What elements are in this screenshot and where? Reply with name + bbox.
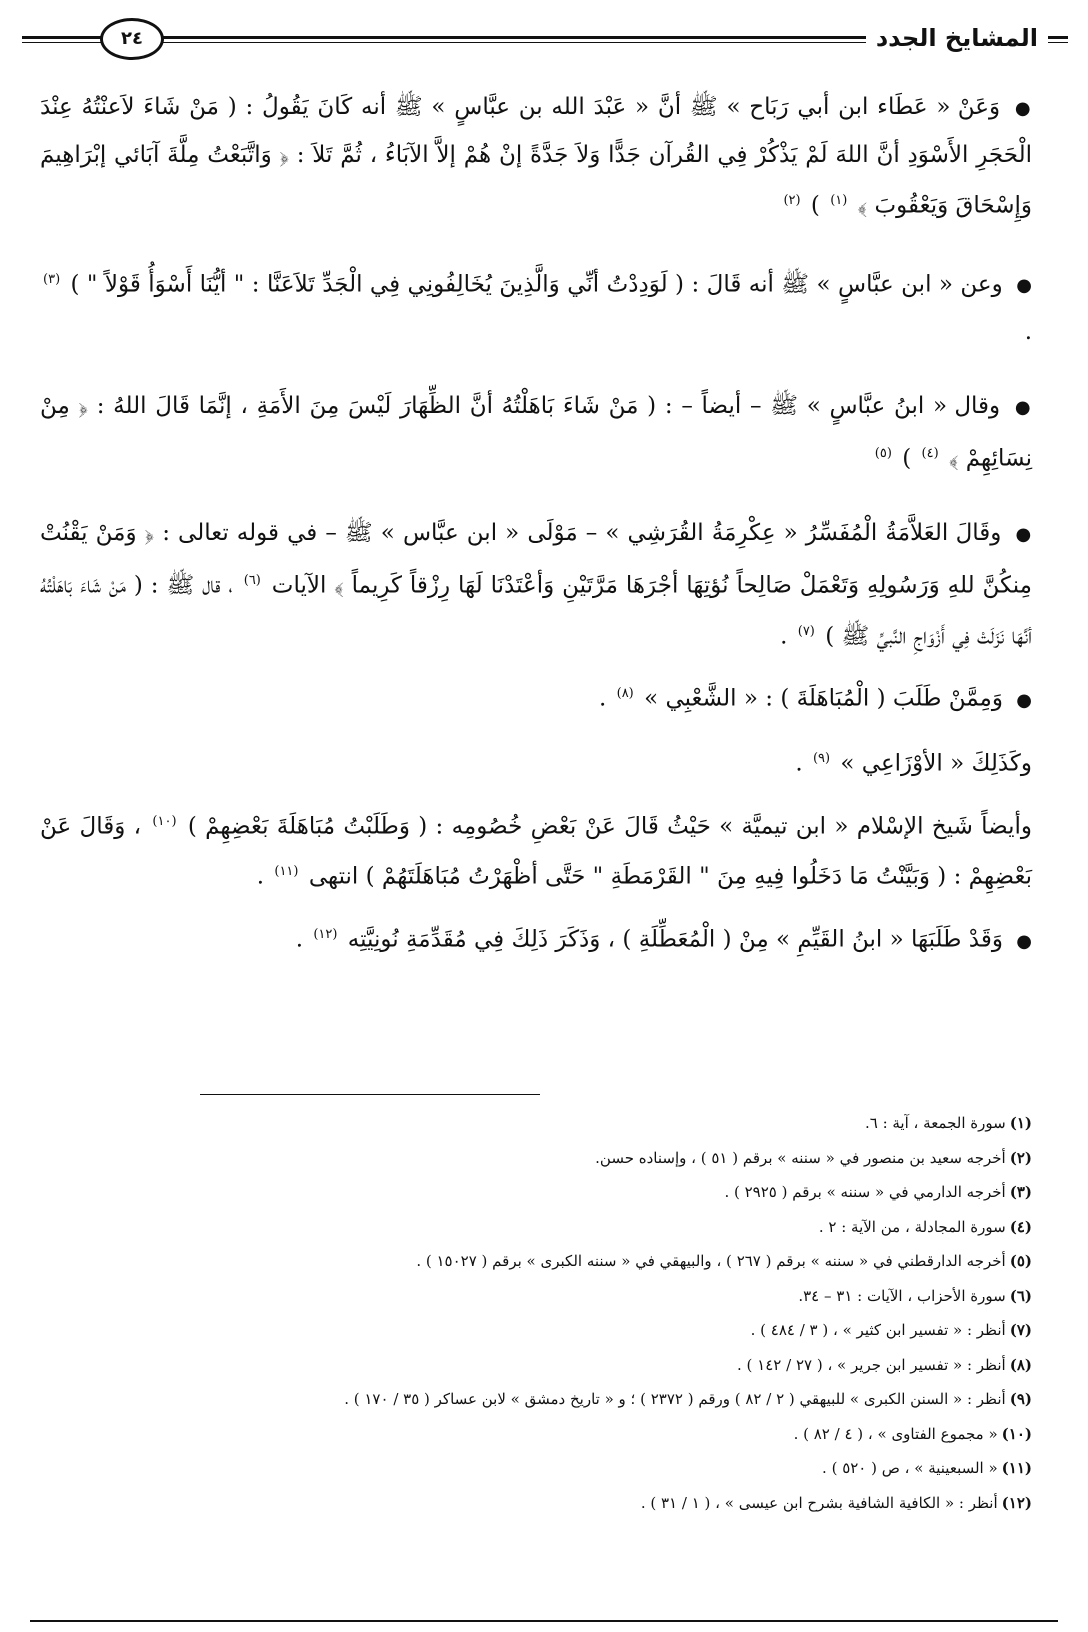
footnotes-list: [40, 1106, 1032, 1520]
bullet-icon: ●: [1014, 397, 1032, 419]
footnote-separator: [200, 1094, 540, 1095]
footnote-ref[interactable]: (١٠): [152, 813, 177, 829]
footnote-ref[interactable]: (٨): [616, 686, 634, 702]
footnote-ref[interactable]: (٢): [783, 193, 801, 208]
footnote-ref[interactable]: (١١): [274, 864, 299, 880]
page-title: المشايخ الجدد: [866, 18, 1048, 58]
bullet-icon: ●: [1014, 98, 1032, 119]
footnote-item: (٢)أخرجه سعيد بن منصور في « سننه » برقم ( ٥١ ) ، وإسناده حسن.: [595, 1148, 1032, 1167]
footnote-ref[interactable]: (٤): [921, 446, 939, 462]
footnote-ref[interactable]: (٧): [797, 623, 815, 639]
paragraph-ibn-qayyim: ● وَقَدْ طَلَبَهَا « ابنُ القَيِّمِ » مِنْ ( الْمُعَطِّلَةِ ) ، وَذَكَرَ ذَلِكَ فِي مُقَدِّمَةِ نُونِيَّتِه $^{(١٢)}$ .: [295, 926, 1032, 953]
paragraph-ikrima: ● وقَالَ العَلاَّمَةُ الْمُفَسِّرُ « عِكْرِمَةُ القُرَشِي » – مَوْلَى « ابن عبَّاس » ﷺ – في قوله تعالى : ﴿ وَمَنْ يَقْنُتْ مِنكُنَّ للهِ وَرَسُولِهِ وَتَعْمَلْ صَالِحاً نُؤتِهَا أجْرَهَا مَرَّتَيْنِ وَأعْتَدْنَا لَهَا رِزْقاً كَرِيماً ﴾ الآيات $^{(٦)}$ ، قال ﷺ : ( مَنْ شَاءَ بَاهَلْتُهُ أنَّهَا نَزَلَتْ فِي أَزْوَاجِ النَّبيِّ ﷺ ) $^{(٧)}$ .: [40, 519, 1033, 650]
paragraph-ibn-taymiyya: وأيضاً شَيخ الإسْلام « ابن تيميَّة » حَيْثُ قَالَ عَنْ بَعْضِ خُصُومِه : ( وَطَلَبْتُ مُبَاهَلَةَ بَعْضِهِمْ ) $^{(١٠)}$ ، وَقَالَ عَنْ بَعْضِهِمْ : ( وَبَيَّنْتُ مَا دَخَلُوا فِيهِ مِنَ " القَرْمَطَةِ " حَتَّى أظْهَرْتُ مُبَاهَلَتَهُمْ ) انتهى $^{(١١)}$ .: [40, 813, 1033, 890]
paragraph-ibn-abbas-1: ● وعن « ابن عبَّاسٍ » ﷺ أنه قَالَ : ( لَوَدِدْتُ أنِّي وَالَّذِينَ يُخَالِفُونِي فِي الْجَدِّ تَلاَعَنَّا : " أيُّنَا أَسْوَأُ قَوْلاً " ) $^{(٣)}$ .: [43, 271, 1033, 346]
main-text: [40, 84, 1032, 965]
footnote-item: (٤)سورة المجادلة ، من الآية : ٢ .: [818, 1217, 1032, 1236]
footnote-item: (٩)أنظر : « السنن الكبرى » للبيهقي ( ٢ / ٨٢ ) ورقم ( ٢٣٧٢ ) ؛ و « تاريخ دمشق » لابن عساكر ( ٣٥ / ١٧٠ ) .: [344, 1390, 1032, 1408]
footnote-item: (١١)« السبعينية » ، ص ( ٥٢٠ ) .: [822, 1459, 1032, 1477]
footnote-ref[interactable]: (٦): [243, 572, 261, 588]
paragraph-shabi: ● وَمِمَّنْ طَلَبَ ( الْمُبَاهَلَةَ ) : « الشَّعْبِي » $^{(٨)}$ .: [598, 685, 1032, 712]
footnote-item: (٣)أخرجه الدارمي في « سننه » برقم ( ٢٩٢٥ ) .: [724, 1183, 1032, 1201]
footnote-item: (٥)أخرجه الدارقطني في « سننه » برقم ( ٢٦٧ ) ، والبيهقي في « سننه الكبرى » برقم ( ١٥٠٢٧ ) .: [416, 1252, 1032, 1270]
bullet-icon: ●: [1015, 523, 1032, 545]
footnote-ref[interactable]: (١٢): [313, 926, 338, 942]
bullet-icon: ●: [1016, 930, 1032, 952]
footnote-item: (١)سورة الجمعة ، آية : ٦.: [864, 1114, 1032, 1132]
paragraph-ibn-abbas-2: ● وقال « ابنُ عبَّاسٍ » ﷺ – أيضاً – : ( مَنْ شَاءَ بَاهَلْتُهُ أنَّ الظِّهَارَ لَيْسَ مِنَ الأَمَةِ ، إنَّمَا قَالَ اللهُ : ﴿ مِنْ نِسَائِهِمْ ﴾ $^{(٤)}$ ) $^{(٥)}$: [40, 393, 1032, 472]
footnote-item: (١٢)أنظر : « الكافية الشافية بشرح ابن عيسى » ، ( ١ / ٣١ ) .: [640, 1493, 1032, 1512]
footnote-ref[interactable]: (٣): [43, 271, 61, 287]
footnote-item: (١٠)« مجموع الفتاوى » ، ( ٤ / ٨٢ ) .: [793, 1424, 1032, 1443]
footnote-item: (٧)أنظر : « تفسير ابن كثير » ، ( ٣ / ٤٨٤ ) .: [750, 1321, 1032, 1339]
footnote-ref[interactable]: (١): [830, 193, 848, 208]
footnote-ref[interactable]: (٩): [812, 750, 831, 766]
page-header: [22, 16, 1068, 62]
bullet-icon: ●: [1016, 689, 1032, 711]
page-number: ٢٤: [100, 18, 164, 60]
paragraph-ata: ● وَعَنْ « عَطَاء ابن أبي رَبَاح » ﷺ أنَّ « عَبْدَ الله بن عبَّاسٍ » ﷺ أنه كَانَ يَقُولُ : ( مَنْ شَاءَ لاَعنْتُهُ عِنْدَ الْحَجَرِ الأَسْوَدِ أنَّ اللهَ لَمْ يَذْكُرْ فِي القُرآن جَدًّا وَلاَ جَدَّةً إنْ هُمْ إلاَّ الآبَاءُ ، ثُمَّ تَلاَ : ﴿ وَاتَّبَعْتُ مِلَّةَ آبَائي إبْرَاهِيمَ وَإِسْحَاقَ وَيَعْقُوبَ ﴾ $^{(١)}$ ) $^{(٢)}$: [40, 94, 1032, 219]
footnote-item: (٦)سورة الأحزاب ، الآيات : ٣١ – ٣٤.: [798, 1286, 1032, 1305]
paragraph-awzai: وكَذَلِكَ « الأوْزَاعِي » $^{(٩)}$ .: [795, 750, 1032, 777]
footnote-item: (٨)أنظر : « تفسير ابن جرير » ، ( ٢٧ / ١٤٢ ) .: [737, 1355, 1032, 1374]
bottom-rule: [30, 1620, 1058, 1622]
footnote-ref[interactable]: (٥): [874, 446, 892, 462]
bullet-icon: ●: [1016, 275, 1033, 297]
